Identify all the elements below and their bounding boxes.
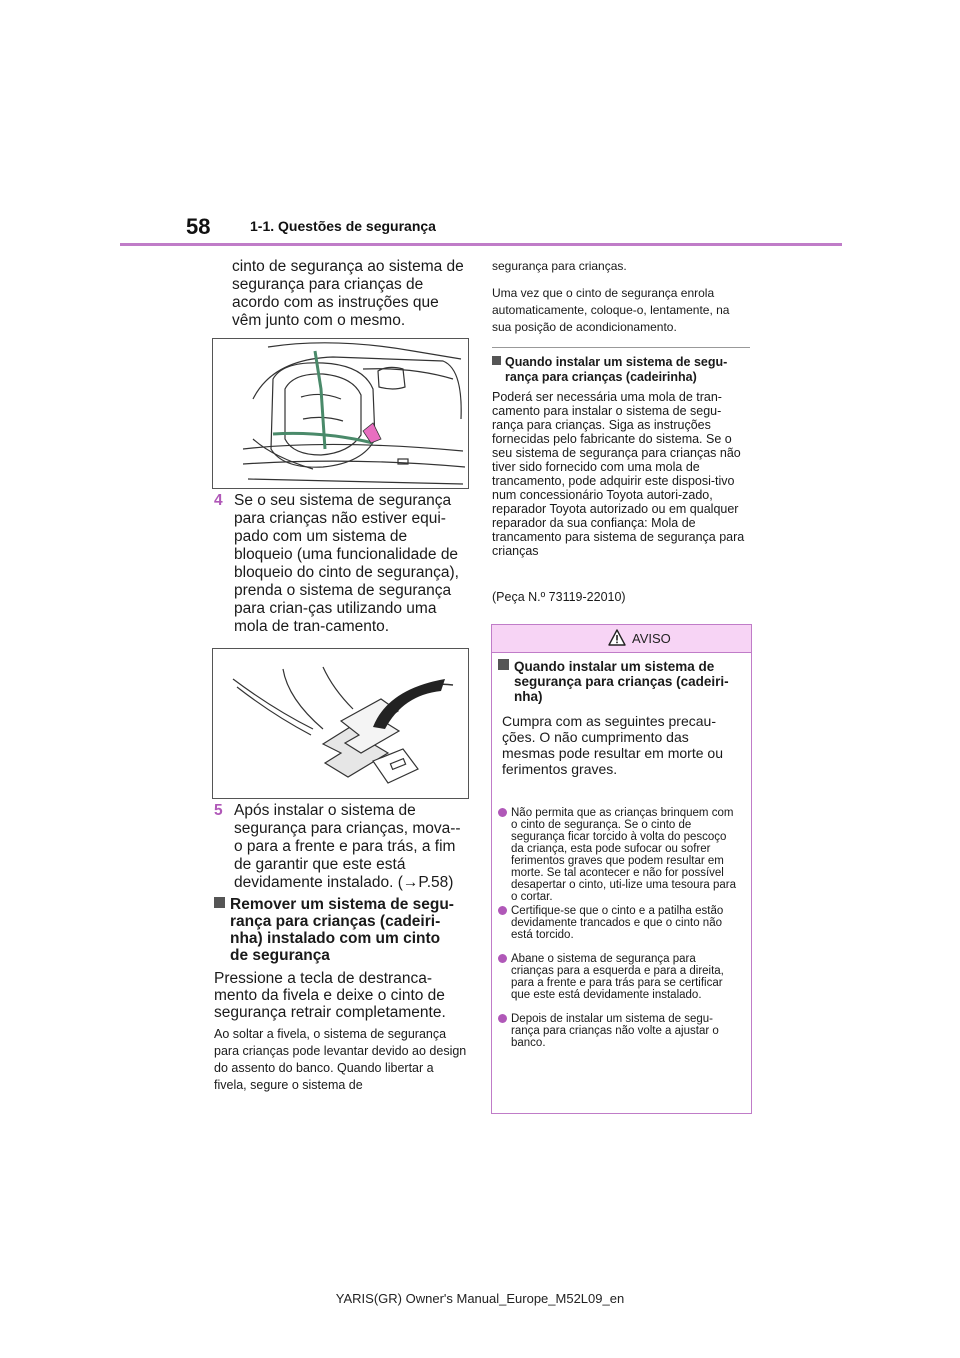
square-bullet-icon	[214, 897, 225, 908]
bullet-dot-icon	[498, 808, 507, 817]
warning-lead: Cumpra com as seguintes precau-ções. O não cumprimento das mesmas pode resultar em morte ou ferimentos graves.	[502, 713, 723, 777]
child-seat-figure	[212, 338, 469, 489]
remove-heading: Remover um sistema de segu-rança para crianças (cadeiri-nha) instalado com um cinto de segurança	[214, 896, 468, 964]
step-text: Após instalar o sistema de segurança para crianças, mova--o para a frente e para trás, a fim de garantir que este está devidamente instalado. (→P.58)	[234, 802, 461, 891]
warning-header	[492, 625, 751, 653]
locking-clip-illustration	[213, 649, 468, 798]
right-note-1: segurança para crianças.	[492, 259, 627, 273]
section-title: 1-1. Questões de segurança	[250, 218, 436, 234]
step-text: Se o seu sistema de segurança para crianças não estiver equi-pado com um sistema de bloqueio (uma funcionalidade de bloqueio do cinto de segurança), prenda o sistema de segurança para crian-ças utilizando uma mola de tran-camento.	[234, 492, 459, 635]
bullet-dot-icon	[498, 1014, 507, 1023]
remove-note: Ao soltar a fivela, o sistema de segurança para crianças pode levantar devido ao design do assento do banco. Quando libertar a fivela, segure o sistema de	[214, 1027, 467, 1092]
right-heading: Quando instalar um sistema de segu-rança para crianças (cadeirinha)	[492, 355, 750, 385]
footer-text: YARIS(GR) Owner's Manual_Europe_M52L09_en	[335, 1291, 625, 1306]
square-bullet-icon	[498, 659, 509, 670]
locking-clip-figure	[212, 648, 469, 799]
warning-triangle-icon	[608, 629, 626, 646]
right-body: Poderá ser necessária uma mola de tran-camento para instalar o sistema de segu-rança para crianças. Siga as instruções fornecidas pelo fabricante do sistema. Se o seu sistema de segurança para crianças não tiver sido fornecido com uma mola de trancamento, pode adquirir este disposi-tivo num concessionário Toyota autori-zado, reparador Toyota autorizado ou em qualquer reparador da sua confiança: Mola de trancamento para sistema de segurança para crianças	[492, 390, 745, 558]
warning-box: AVISO Quando instalar um sistema de segurança para crianças (cadeiri-nha) Cumpra com as seguintes precau-ções. O não cumprimento das mesmas pode resultar em morte ou ferimentos graves. Não permita que as crianças brinquem com o cinto de segurança. Se o cinto de segurança ficar torcido à volta do pescoço da criança, esta pode sufocar ou sofrer ferimentos graves que podem resultar em morte. Se tal acontecer e não for possível desapertar o cinto, uti-lize uma tesoura para o cortar. Certifique-se que o cinto e a patilha estão devidamente trancados e que o cinto não está torcido. Abane o sistema de segurança para crianças para a esquerda e para a direita, para a frente e para trás para se certificar que este está devidamente instalado. Depois de instalar um sistema de segu-rança para crianças não volte a ajustar o banco.	[491, 624, 752, 1114]
step-number: 4	[214, 492, 223, 509]
step-number: 5	[214, 802, 223, 819]
divider	[492, 347, 750, 348]
remove-body: Pressione a tecla de destranca-mento da fivela e deixe o cinto de segurança retrair completamente.	[214, 970, 446, 1021]
bullet-dot-icon	[498, 906, 507, 915]
bullet-dot-icon	[498, 954, 507, 963]
warning-heading: Quando instalar um sistema de segurança para crianças (cadeiri-nha)	[498, 659, 742, 704]
header-rule	[120, 243, 842, 246]
square-bullet-icon	[492, 356, 501, 365]
warning-title: AVISO	[632, 631, 671, 646]
page-number: 58	[186, 214, 211, 239]
right-note-2: Uma vez que o cinto de segurança enrola automaticamente, coloque-o, lentamente, na sua posição de acondicionamento.	[492, 286, 730, 334]
intro-paragraph: cinto de segurança ao sistema de segurança para crianças de acordo com as instruções que vêm junto com o mesmo.	[232, 258, 464, 329]
footer	[0, 1291, 960, 1306]
part-number: (Peça N.º 73119-22010)	[492, 590, 626, 604]
child-seat-illustration	[213, 339, 468, 488]
